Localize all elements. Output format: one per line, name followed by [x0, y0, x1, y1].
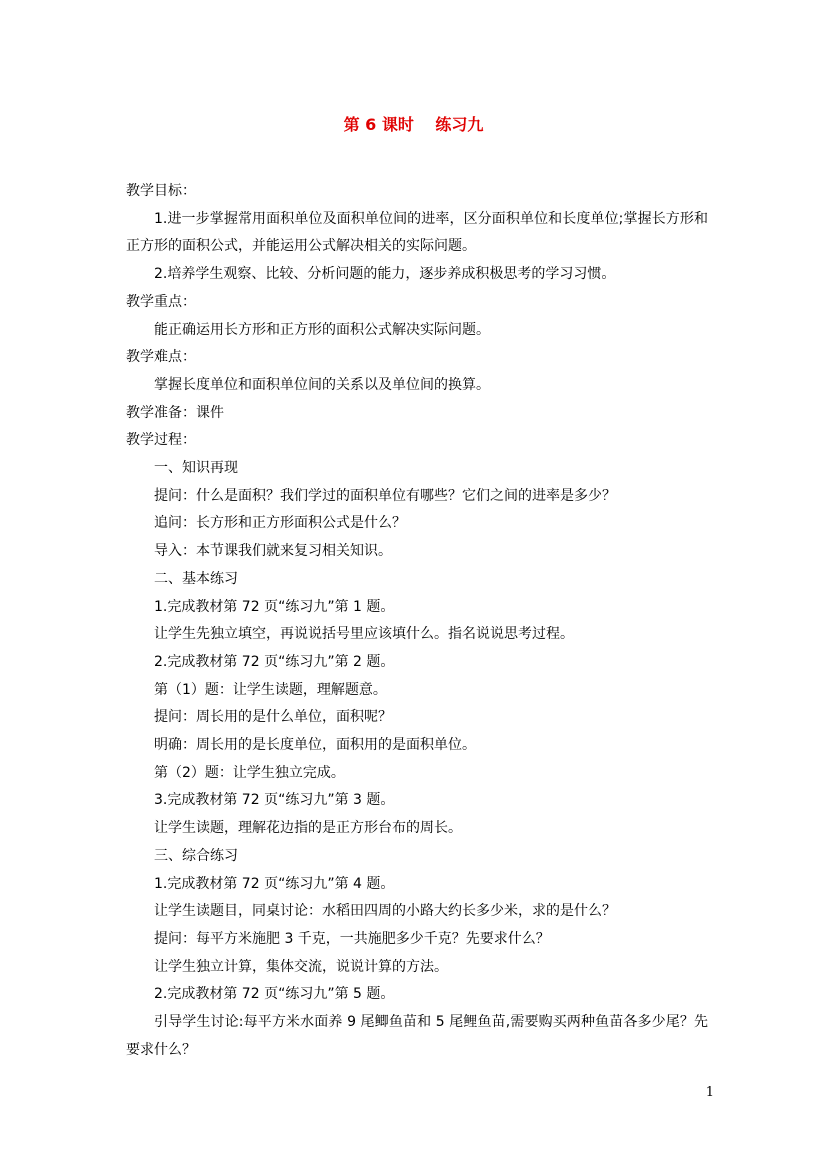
- section-heading-objectives: 教学目标：: [126, 183, 196, 199]
- exercise-2-question: 提问：周长用的是什么单位，面积呢？: [154, 709, 392, 726]
- objective-2: 2.培养学生观察、比较、分析问题的能力，逐步养成积极思考的学习习惯。: [154, 266, 616, 283]
- section-heading-process: 教学过程：: [126, 432, 196, 449]
- part-heading-review: 一、知识再现: [154, 460, 238, 477]
- exercise-2-clarify: 明确：周长用的是长度单位，面积用的是面积单位。: [154, 737, 476, 754]
- exercise-1-note: 让学生先独立填空，再说说括号里应该填什么。指名说说思考过程。: [154, 626, 574, 643]
- exercise-2-part-2: 第（2）题：让学生独立完成。: [154, 764, 345, 781]
- difficulty: 掌握长度单位和面积单位间的关系以及单位间的换算。: [154, 376, 490, 393]
- objective-1: 1.进一步掌握常用面积单位及面积单位间的进率，区分面积单位和长度单位;掌握长方形和正方形的面积公式，并能运用公式解决相关的实际问题。: [126, 210, 708, 255]
- exercise-4-question: 提问：每平方米施肥 3 千克，一共施肥多少千克？先要求什么？: [154, 930, 550, 947]
- exercise-2: 2.完成教材第 72 页“练习九”第 2 题。: [154, 653, 395, 670]
- section-heading-difficulties: 教学难点：: [126, 349, 196, 366]
- part-heading-comprehensive-practice: 三、综合练习: [154, 847, 238, 864]
- exercise-3: 3.完成教材第 72 页“练习九”第 3 题。: [154, 792, 395, 809]
- lesson-body: [126, 178, 708, 1065]
- paragraph-intro: 导入：本节课我们就来复习相关知识。: [154, 543, 392, 560]
- paragraph-question: 提问：什么是面积？我们学过的面积单位有哪些？它们之间的进率是多少？: [154, 487, 616, 504]
- page-number: 1: [705, 1085, 714, 1100]
- exercise-5: 2.完成教材第 72 页“练习九”第 5 题。: [154, 986, 395, 1003]
- exercise-2-part-1: 第（1）题：让学生读题，理解题意。: [154, 681, 387, 698]
- section-heading-preparation: 教学准备：课件: [126, 404, 224, 421]
- exercise-4-calculation: 让学生独立计算，集体交流，说说计算的方法。: [154, 958, 448, 975]
- exercise-5-discussion: 引导学生讨论:每平方米水面养 9 尾鲫鱼苗和 5 尾鲤鱼苗,需要购买两种鱼苗各多少尾？先要求什么？: [126, 1014, 708, 1058]
- key-point: 能正确运用长方形和正方形的面积公式解决实际问题。: [154, 321, 490, 338]
- exercise-4: 1.完成教材第 72 页“练习九”第 4 题。: [154, 875, 395, 892]
- exercise-1: 1.完成教材第 72 页“练习九”第 1 题。: [154, 598, 395, 615]
- exercise-3-note: 让学生读题，理解花边指的是正方形台布的周长。: [154, 820, 462, 837]
- section-heading-key-points: 教学重点：: [126, 293, 196, 310]
- exercise-4-discussion: 让学生读题目，同桌讨论：水稻田四周的小路大约长多少米，求的是什么？: [154, 903, 616, 920]
- part-heading-basic-practice: 二、基本练习: [154, 570, 238, 587]
- lesson-title: 第 6 课时 练习九: [343, 115, 484, 134]
- paragraph-follow-up: 追问：长方形和正方形面积公式是什么？: [154, 515, 406, 532]
